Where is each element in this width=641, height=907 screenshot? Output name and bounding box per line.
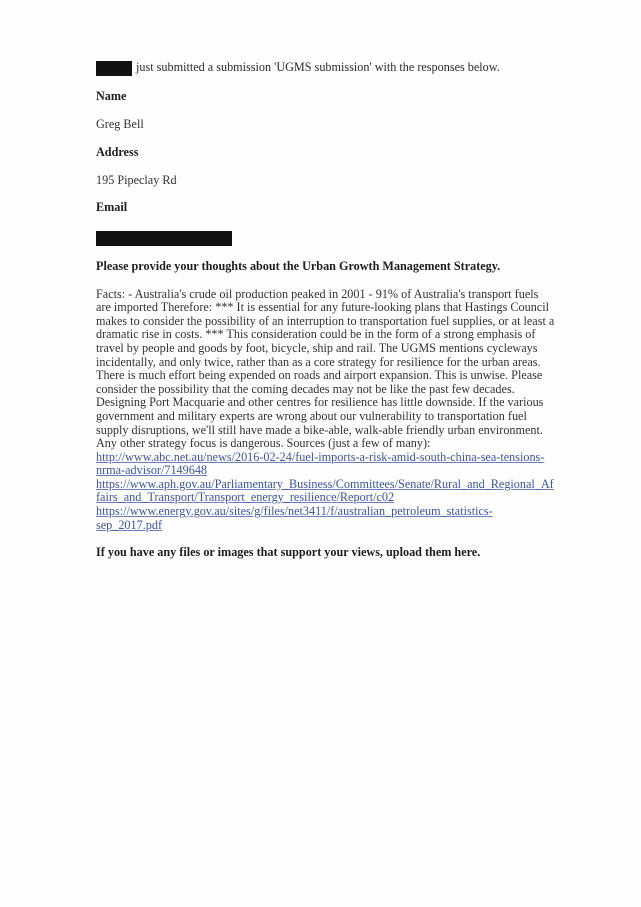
email-label: Email <box>96 200 128 215</box>
answer-line: dramatic rise in costs. *** This consideration could be in the form of a strong emphasis of <box>96 327 536 342</box>
intro-line <box>96 60 548 76</box>
name-label: Name <box>96 89 127 103</box>
answer-line: government and military experts are wrong about our vulnerability to transportation fuel <box>96 408 527 423</box>
address-label: Address <box>96 145 139 160</box>
answer-line: There is much effort being expended on roads and airport expansion. This is unwise. Please <box>96 368 543 383</box>
answer-line: supply disruptions, we'll still have made a bike-able, walk-able friendly urban environment. <box>96 422 543 437</box>
answer-line: travel by people and goods by foot, bicycle, ship and rail. The UGMS mentions cycleways <box>96 340 538 355</box>
upload-question: If you have any files or images that support your views, upload them here. <box>96 545 481 560</box>
answer-line: are imported Therefore: *** It is essential for any future-looking plans that Hastings Council <box>96 300 549 315</box>
source-link-aph[interactable]: fairs_and_Transport/Transport_energy_resilience/Report/c02 <box>96 490 395 505</box>
redacted-submitter <box>96 61 132 76</box>
answer-line: Designing Port Macquarie and other centres for resilience has little downside. If the various <box>96 395 544 410</box>
answer-line: Any other strategy focus is dangerous. Sources (just a few of many): <box>96 436 431 451</box>
source-link-energy[interactable]: https://www.energy.gov.au/sites/g/files/net3411/f/australian_petroleum_statistics- <box>96 504 493 519</box>
address-value: 195 Pipeclay Rd <box>96 172 177 187</box>
answer-line: makes to consider the possibility of an interruption to transportation fuel supplies, or at least a <box>96 313 555 328</box>
name-value: Greg Bell <box>96 116 144 131</box>
source-link-energy[interactable]: sep_2017.pdf <box>96 517 163 532</box>
source-link-abc[interactable]: http://www.abc.net.au/news/2016-02-24/fuel-imports-a-risk-amid-south-china-sea-tensions- <box>96 449 545 464</box>
source-link-aph[interactable]: https://www.aph.gov.au/Parliamentary_Business/Committees/Senate/Rural_and_Regional_Af <box>96 476 554 491</box>
redacted-email <box>96 231 232 246</box>
answer-line: consider the possibility that the coming decades may not be like the past few decades. <box>96 381 515 396</box>
strategy-answer <box>96 286 555 533</box>
strategy-question: Please provide your thoughts about the Urban Growth Management Strategy. <box>96 258 501 273</box>
intro-text: just submitted a submission 'UGMS submission' with the responses below. <box>136 60 500 75</box>
answer-line: Facts: - Australia's crude oil production peaked in 2001 - 91% of Australia's transport fuels <box>96 286 539 301</box>
answer-line: incidentally, and only twice, rather than as a core strategy for resilience for the urban areas. <box>96 354 541 369</box>
source-link-abc[interactable]: nrma-advisor/7149648 <box>96 463 208 478</box>
submission-content <box>96 60 555 560</box>
